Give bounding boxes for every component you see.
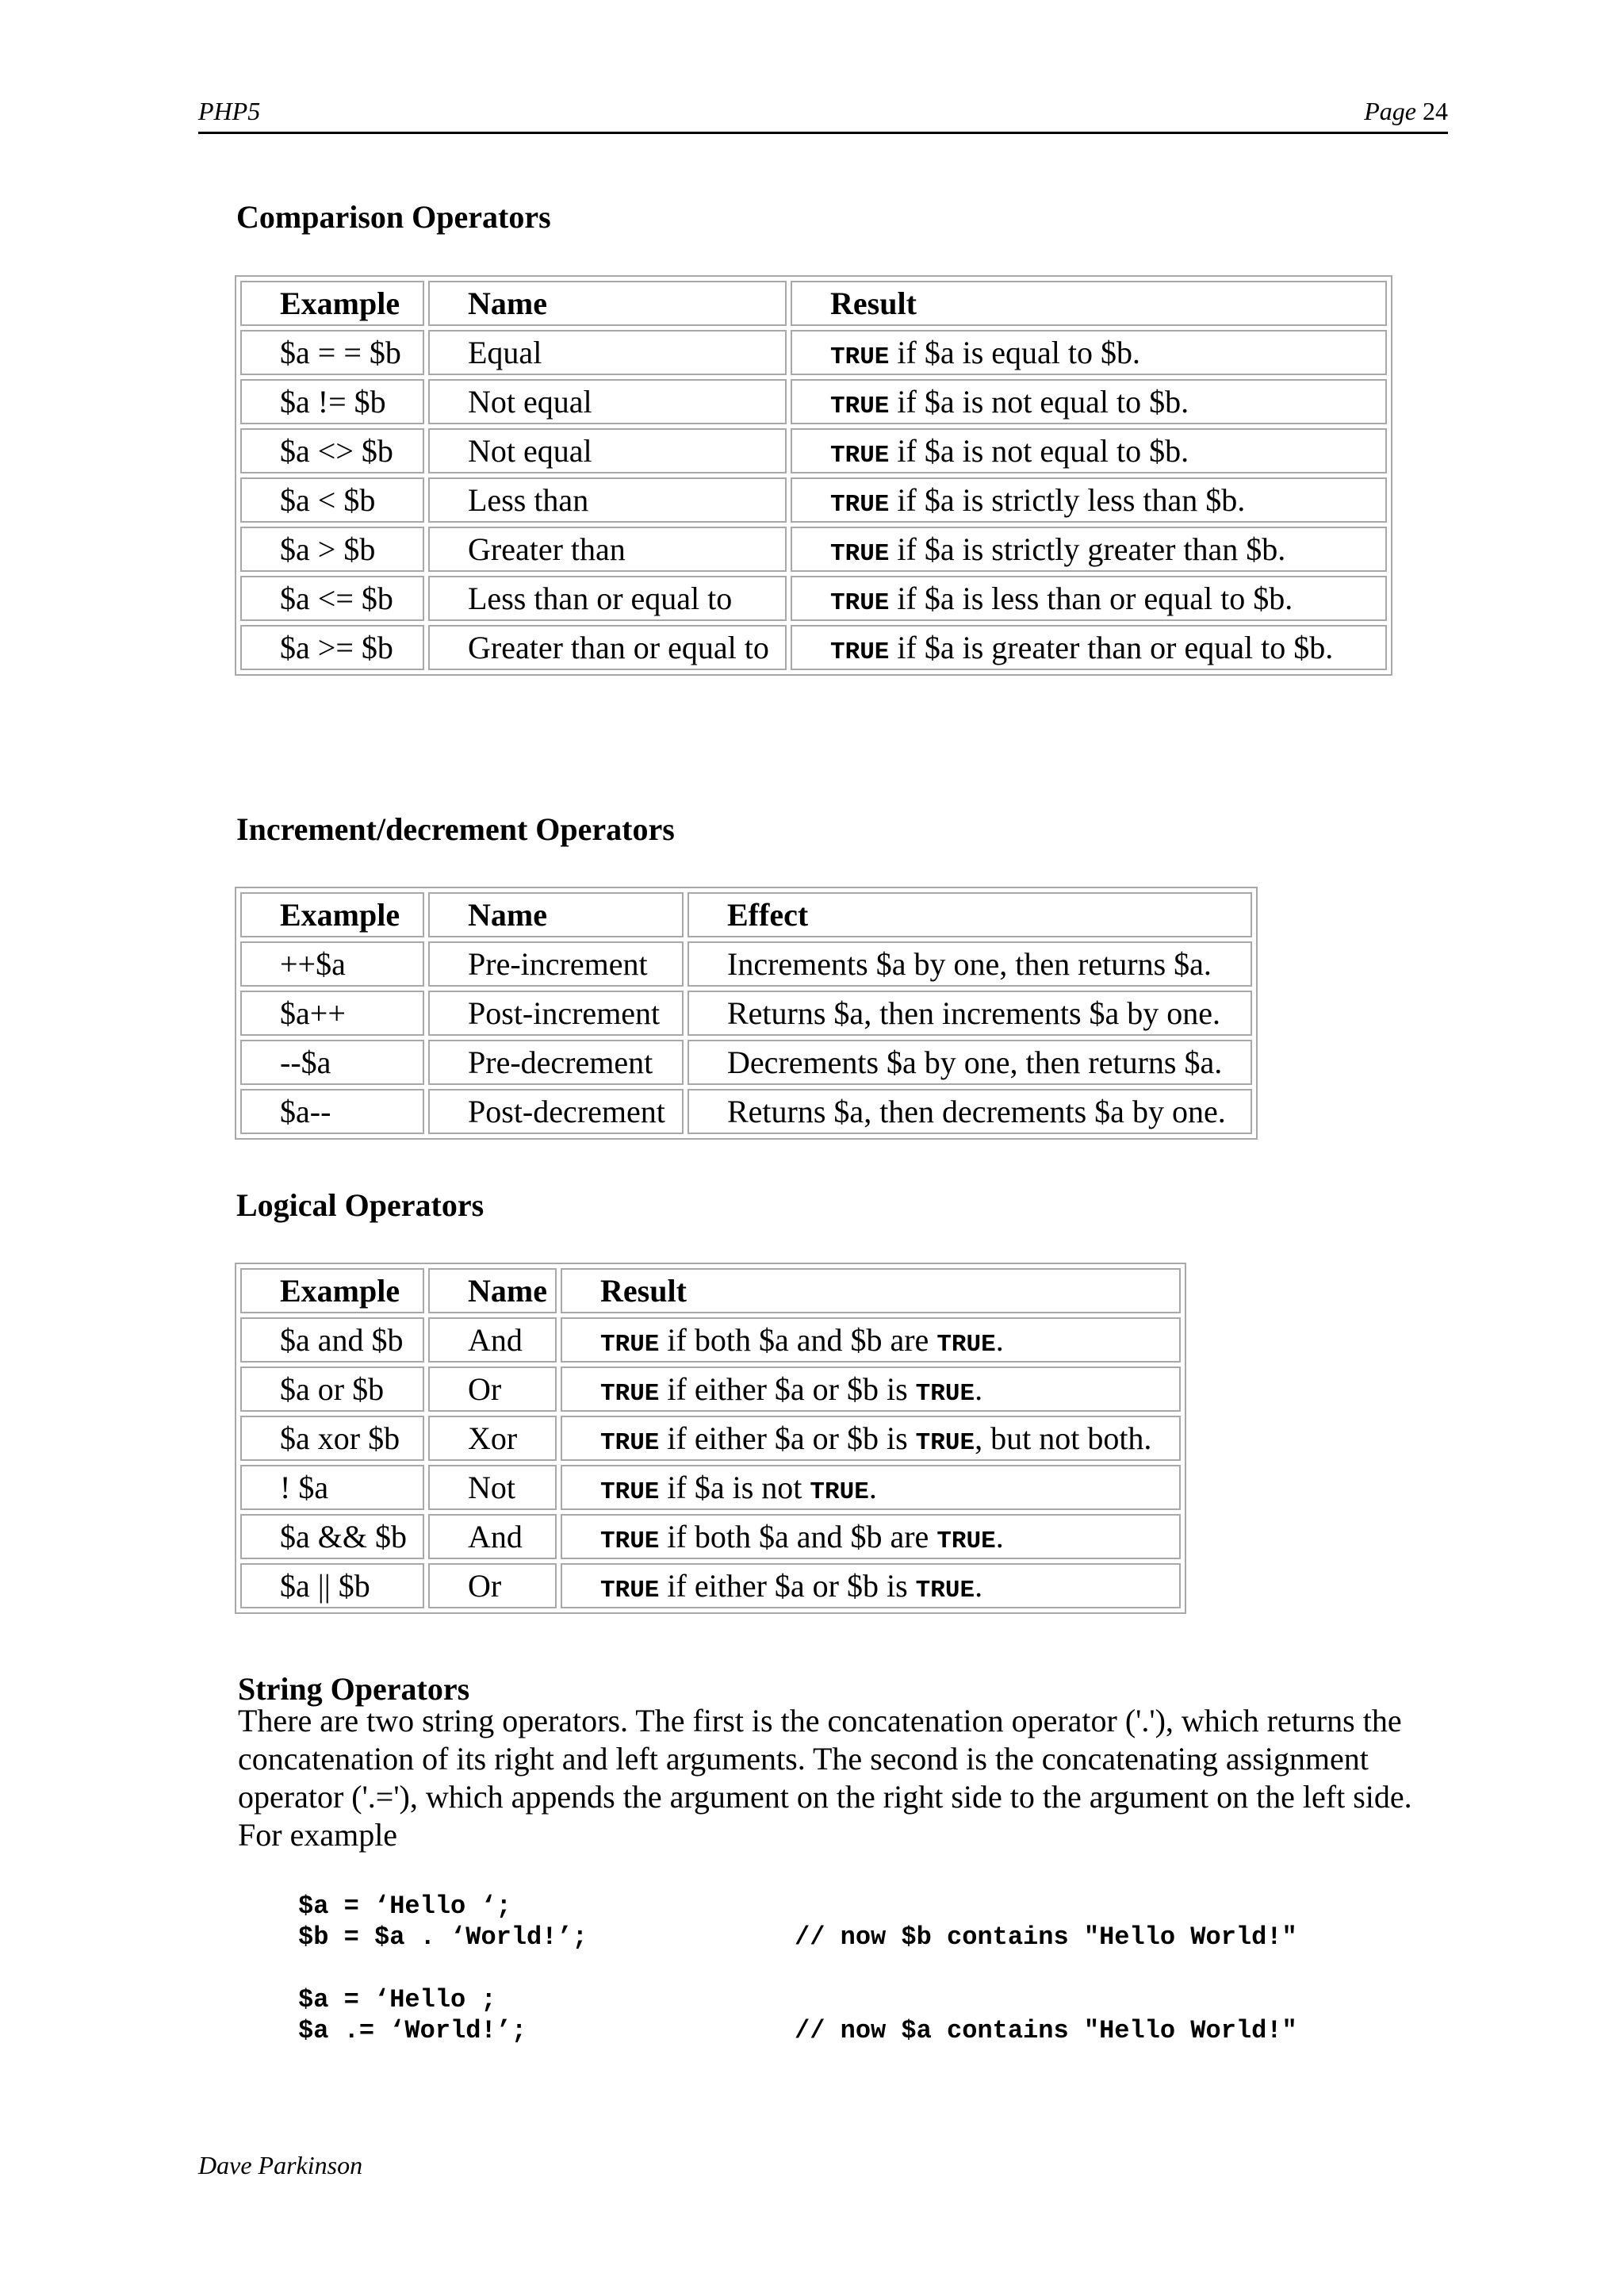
result-cell: [561, 1416, 1181, 1461]
table-row: [240, 379, 1387, 424]
example-cell: $a = = $b: [240, 330, 424, 375]
result-text: if $a is greater than or equal to $b.: [889, 630, 1334, 665]
true-keyword: TRUE: [600, 1478, 660, 1506]
name-cell: Pre-decrement: [428, 1040, 684, 1085]
effect-cell: Increments $a by one, then returns $a.: [688, 941, 1252, 987]
column-header: Effect: [688, 892, 1252, 937]
code-line: [298, 1922, 1297, 1953]
header-page-number: [1364, 97, 1448, 126]
result-cell: [561, 1465, 1181, 1510]
true-keyword: TRUE: [830, 442, 890, 470]
example-cell: $a >= $b: [240, 625, 424, 670]
example-cell: $a < $b: [240, 477, 424, 523]
result-text: if $a is strictly greater than $b.: [889, 531, 1286, 567]
table-row: [240, 576, 1387, 621]
example-cell: $a <= $b: [240, 576, 424, 621]
result-cell: [561, 1366, 1181, 1412]
true-keyword: TRUE: [915, 1429, 975, 1457]
true-keyword: TRUE: [830, 589, 890, 617]
page-footer: Dave Parkinson: [198, 2151, 363, 2179]
table-row: [240, 330, 1387, 375]
name-cell: And: [428, 1514, 557, 1559]
example-cell: $a and $b: [240, 1317, 424, 1363]
example-cell: $a++: [240, 991, 424, 1036]
page-number: 24: [1423, 97, 1448, 125]
column-header: Result: [791, 281, 1387, 326]
table-row: [240, 1089, 1252, 1134]
example-cell: ! $a: [240, 1465, 424, 1510]
result-cell: [791, 527, 1387, 572]
name-cell: Or: [428, 1366, 557, 1412]
result-text: if $a is less than or equal to $b.: [889, 581, 1293, 616]
effect-cell: Decrements $a by one, then returns $a.: [688, 1040, 1252, 1085]
name-cell: Not equal: [428, 428, 787, 473]
result-text: .: [975, 1568, 983, 1604]
true-keyword: TRUE: [810, 1478, 869, 1506]
page-label: Page: [1364, 97, 1416, 125]
table-row: [240, 1514, 1181, 1559]
string-title: String Operators: [238, 1671, 470, 1707]
name-cell: Post-decrement: [428, 1089, 684, 1134]
effect-cell: Returns $a, then increments $a by one.: [688, 991, 1252, 1036]
true-keyword: TRUE: [600, 1380, 660, 1408]
table-row: [240, 941, 1252, 987]
true-keyword: TRUE: [915, 1380, 975, 1408]
result-text: , but not both.: [975, 1420, 1152, 1456]
result-text: .: [995, 1519, 1004, 1554]
true-keyword: TRUE: [600, 1577, 660, 1604]
true-keyword: TRUE: [830, 343, 890, 371]
column-header: Example: [240, 892, 424, 937]
example-cell: --$a: [240, 1040, 424, 1085]
table-row: [240, 428, 1387, 473]
table-row: [240, 1465, 1181, 1510]
result-text: if either $a or $b is: [659, 1568, 916, 1604]
code-line: [298, 2015, 1297, 2047]
result-cell: [791, 330, 1387, 375]
code-text: $a .= ‘World!’;: [298, 2016, 527, 2045]
example-cell: $a--: [240, 1089, 424, 1134]
code-comment: // now $b contains "Hello World!": [795, 1922, 1297, 1952]
result-text: if $a is not: [659, 1470, 810, 1505]
result-text: if both $a and $b are: [659, 1322, 937, 1358]
table-row: [240, 1416, 1181, 1461]
result-cell: [791, 477, 1387, 523]
name-cell: Pre-increment: [428, 941, 684, 987]
true-keyword: TRUE: [830, 540, 890, 568]
example-cell: $a > $b: [240, 527, 424, 572]
result-cell: [561, 1563, 1181, 1608]
true-keyword: TRUE: [936, 1331, 996, 1359]
name-cell: Less than: [428, 477, 787, 523]
string-paragraph: There are two string operators. The first is the concatenation operator ('.'), which returns the concatenation of its right and left arguments. The second is the concatenating assignment operator ('.='), which appends the argument on the right side to the argument on the left side. For example: [238, 1703, 1412, 1853]
example-cell: $a <> $b: [240, 428, 424, 473]
code-line: [298, 1984, 496, 2016]
table-row: [240, 1040, 1252, 1085]
code-text: $a = ‘Hello ;: [298, 1985, 496, 2014]
increment-table: [235, 887, 1258, 1140]
true-keyword: TRUE: [830, 393, 890, 420]
column-header: Name: [428, 1268, 557, 1313]
increment-title: Increment/decrement Operators: [236, 811, 675, 847]
column-header: Result: [561, 1268, 1181, 1313]
example-cell: $a && $b: [240, 1514, 424, 1559]
table-row: [240, 1563, 1181, 1608]
true-keyword: TRUE: [830, 491, 890, 519]
example-cell: $a != $b: [240, 379, 424, 424]
example-cell: $a xor $b: [240, 1416, 424, 1461]
result-cell: [791, 379, 1387, 424]
table-header-row: [240, 281, 1387, 326]
true-keyword: TRUE: [600, 1527, 660, 1555]
true-keyword: TRUE: [936, 1527, 996, 1555]
effect-cell: Returns $a, then decrements $a by one.: [688, 1089, 1252, 1134]
example-cell: $a || $b: [240, 1563, 424, 1608]
true-keyword: TRUE: [600, 1331, 660, 1359]
result-text: if either $a or $b is: [659, 1371, 916, 1407]
result-cell: [561, 1317, 1181, 1363]
result-text: if $a is not equal to $b.: [889, 384, 1189, 420]
table-row: [240, 527, 1387, 572]
table-row: [240, 991, 1252, 1036]
code-text: $b = $a . ‘World!’;: [298, 1922, 588, 1952]
table-header-row: [240, 1268, 1181, 1313]
table-row: [240, 1366, 1181, 1412]
name-cell: Or: [428, 1563, 557, 1608]
comparison-table: [235, 275, 1392, 676]
code-text: $a = ‘Hello ‘;: [298, 1892, 511, 1921]
comparison-title: Comparison Operators: [236, 199, 551, 235]
example-cell: $a or $b: [240, 1366, 424, 1412]
name-cell: Not: [428, 1465, 557, 1510]
table-row: [240, 1317, 1181, 1363]
table-row: [240, 477, 1387, 523]
result-text: if either $a or $b is: [659, 1420, 916, 1456]
logical-title: Logical Operators: [236, 1187, 485, 1223]
result-cell: [791, 428, 1387, 473]
name-cell: Less than or equal to: [428, 576, 787, 621]
result-text: if $a is equal to $b.: [889, 335, 1141, 370]
header-title: PHP5: [198, 97, 261, 125]
name-cell: Not equal: [428, 379, 787, 424]
column-header: Example: [240, 281, 424, 326]
code-line: [298, 1891, 511, 1922]
table-row: [240, 625, 1387, 670]
true-keyword: TRUE: [600, 1429, 660, 1457]
name-cell: Equal: [428, 330, 787, 375]
logical-table: [235, 1263, 1186, 1614]
table-header-row: [240, 892, 1252, 937]
name-cell: And: [428, 1317, 557, 1363]
column-header: Name: [428, 892, 684, 937]
true-keyword: TRUE: [915, 1577, 975, 1604]
column-header: Example: [240, 1268, 424, 1313]
example-cell: ++$a: [240, 941, 424, 987]
result-text: .: [995, 1322, 1004, 1358]
name-cell: Greater than or equal to: [428, 625, 787, 670]
result-cell: [791, 625, 1387, 670]
true-keyword: TRUE: [830, 638, 890, 666]
name-cell: Post-increment: [428, 991, 684, 1036]
result-text: if both $a and $b are: [659, 1519, 937, 1554]
result-text: if $a is strictly less than $b.: [889, 482, 1246, 518]
result-cell: [561, 1514, 1181, 1559]
page-header: [198, 95, 1448, 134]
result-text: .: [868, 1470, 877, 1505]
column-header: Name: [428, 281, 787, 326]
name-cell: Xor: [428, 1416, 557, 1461]
result-text: .: [975, 1371, 983, 1407]
name-cell: Greater than: [428, 527, 787, 572]
result-cell: [791, 576, 1387, 621]
result-text: if $a is not equal to $b.: [889, 433, 1189, 469]
code-comment: // now $a contains "Hello World!": [795, 2016, 1297, 2045]
